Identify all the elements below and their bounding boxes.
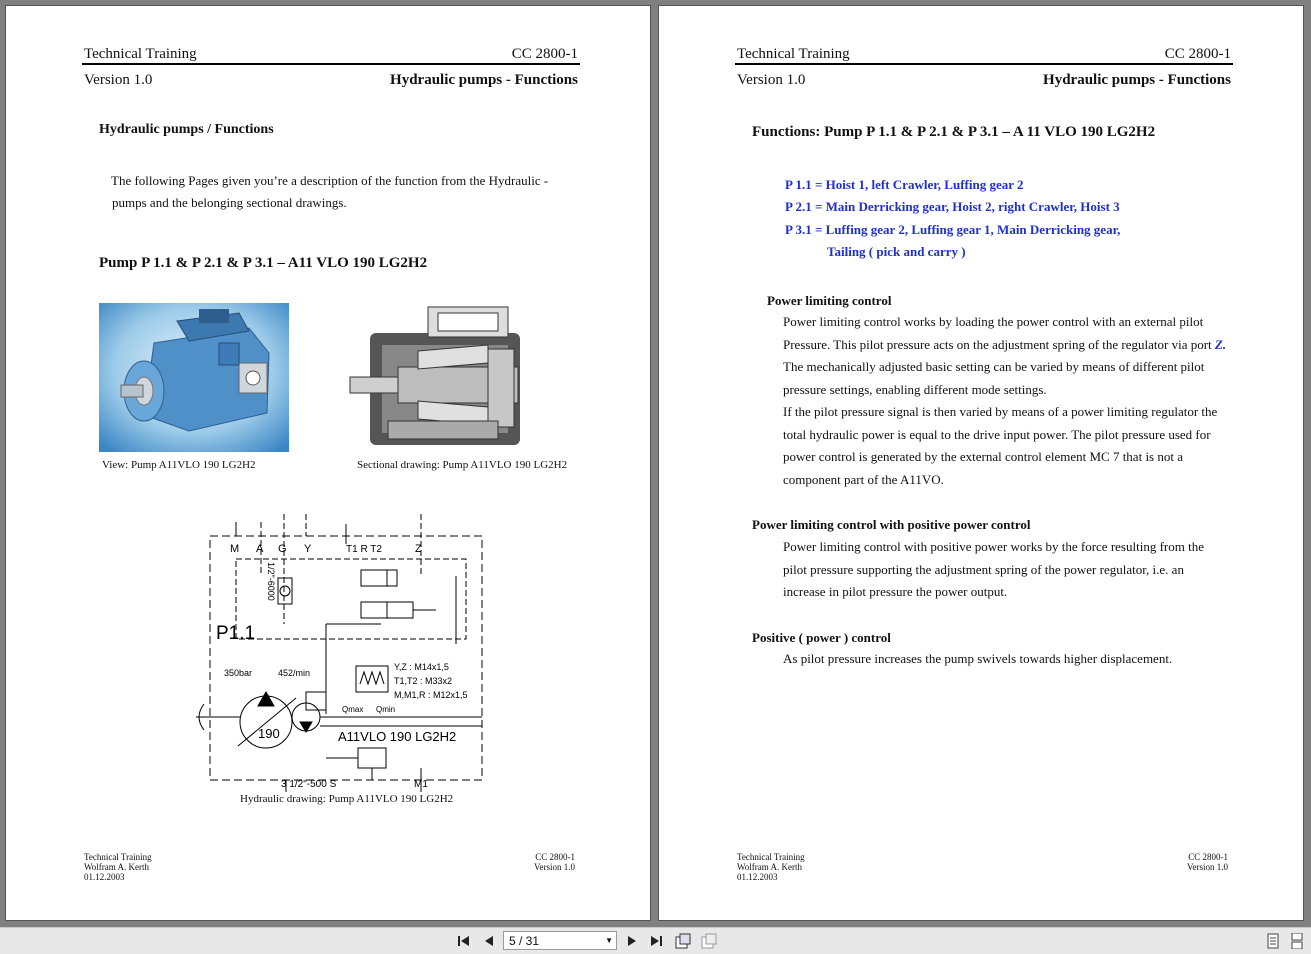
port-m1-label: M1: [414, 779, 428, 790]
pdf-page-left: [6, 6, 650, 920]
plc-paragraph: [783, 311, 1243, 491]
plc-line: If the pilot pressure signal is then varied by means of a power limiting regulator the: [783, 404, 1218, 419]
plc-line: The mechanically adjusted basic setting can be varied by means of different pilot: [783, 359, 1205, 374]
footer-doc: CC 2800-1: [1188, 852, 1228, 862]
intro-line-1: The following Pages given you’re a description of the function from the Hydraulic -: [111, 173, 549, 188]
hydraulic-diagram: [186, 514, 486, 792]
header-right: CC 2800-1: [1164, 46, 1231, 62]
next-page-icon[interactable]: [623, 932, 641, 950]
rotate-icon[interactable]: [674, 932, 692, 950]
plc-line: total hydraulic power is equal to the drive input power. The pilot pressure used for: [783, 426, 1211, 442]
footer-left: [737, 852, 805, 882]
port-y-label: Y: [304, 543, 312, 555]
footer-right: [534, 852, 575, 872]
qmin-label: Qmin: [376, 705, 396, 714]
first-page-icon[interactable]: [455, 932, 473, 950]
footer-left: [84, 852, 152, 882]
single-page-icon[interactable]: [1264, 932, 1282, 950]
p21-assignment: P 2.1 = Main Derricking gear, Hoist 2, right Crawler, Hoist 3: [785, 199, 1120, 214]
header-rule: [735, 63, 1233, 65]
port-t1r-label: T1 R T2: [346, 544, 382, 555]
ppc-line: increase in pilot pressure the power output.: [783, 584, 1008, 599]
header-right: CC 2800-1: [511, 46, 578, 62]
header-version: Version 1.0: [737, 72, 806, 88]
footer-training: Technical Training: [84, 852, 152, 862]
footer-version: Version 1.0: [534, 862, 575, 872]
positive-control-text: As pilot pressure increases the pump swivels towards higher displacement.: [783, 651, 1173, 666]
footer-date: 01.12.2003: [84, 872, 125, 882]
yz-spec: Y,Z : M14x1,5: [394, 662, 449, 672]
header-left: Technical Training: [737, 46, 850, 62]
header-section: Hydraulic pumps - Functions: [390, 72, 578, 88]
ppc-line: Power limiting control with positive power works by the force resulting from the: [783, 539, 1204, 554]
port-z-label: Z: [415, 543, 422, 555]
plc-line: component part of the A11VO.: [783, 471, 944, 487]
footer-author: Wolfram A. Kerth: [84, 862, 150, 872]
page-heading: Hydraulic pumps / Functions: [99, 122, 274, 137]
mm1r-spec: M,M1,R : M12x1,5: [394, 690, 468, 700]
ppc-line: pilot pressure supporting the adjustment spring of the power regulator, i.e. an: [783, 561, 1184, 577]
plc-line: Pressure. This pilot pressure acts on the adjustment spring of the regulator via port Z.: [783, 336, 1227, 352]
footer-author: Wolfram A. Kerth: [737, 862, 803, 872]
pipe-size-label: 1/2"-6000: [266, 562, 276, 601]
caption-photo: View: Pump A11VLO 190 LG2H2: [102, 459, 256, 471]
pump-photo: [99, 303, 289, 452]
plc-title: Power limiting control: [767, 293, 892, 308]
positive-control-title: Positive ( power ) control: [752, 630, 891, 645]
chevron-down-icon: ▼: [605, 936, 613, 945]
plc-line: pressure settings, enabling different mode settings.: [783, 381, 1047, 397]
pdf-page-right: [659, 6, 1303, 920]
port-z-ref: Z.: [1214, 336, 1227, 352]
plc-line: power control is generated by the external control element MC 7 that is not a: [783, 449, 1183, 464]
continuous-page-icon[interactable]: [1288, 932, 1306, 950]
header-section: Hydraulic pumps - Functions: [1043, 72, 1231, 88]
sectional-drawing: [348, 305, 534, 451]
p31-assignment: P 3.1 = Luffing gear 2, Luffing gear 1, Main Derricking gear,: [785, 222, 1121, 237]
footer-training: Technical Training: [737, 852, 805, 862]
footer-version: Version 1.0: [1187, 862, 1228, 872]
p11-label: P1.1: [216, 623, 256, 644]
ppc-title: Power limiting control with positive power control: [752, 517, 1031, 532]
p31-assignment-cont: Tailing ( pick and carry ): [827, 244, 966, 259]
port-a-label: A: [256, 543, 264, 555]
port-g-label: G: [278, 543, 287, 555]
caption-sectional: Sectional drawing: Pump A11VLO 190 LG2H2: [357, 459, 568, 471]
caption-hydraulic: Hydraulic drawing: Pump A11VLO 190 LG2H2: [240, 793, 454, 805]
prev-page-icon[interactable]: [480, 932, 498, 950]
pressure-label: 350bar: [224, 668, 253, 678]
pump-title: Pump P 1.1 & P 2.1 & P 3.1 – A11 VLO 190 LG2H2: [99, 255, 428, 271]
header-version: Version 1.0: [84, 72, 153, 88]
functions-title: Functions: Pump P 1.1 & P 2.1 & P 3.1 – A 11 VLO 190 LG2H2: [752, 124, 1156, 140]
size-label: 190: [258, 726, 280, 741]
header-left: Technical Training: [84, 46, 197, 62]
port-m-label: M: [230, 543, 240, 555]
fit-icon[interactable]: [700, 932, 718, 950]
navigation-toolbar: [0, 927, 1311, 954]
port-s-label: 3 1/2"-500 S: [281, 779, 337, 790]
p11-assignment: P 1.1 = Hoist 1, left Crawler, Luffing gear 2: [785, 177, 1024, 192]
footer-right: [1187, 852, 1228, 872]
footer-date: 01.12.2003: [737, 872, 778, 882]
plc-line: Power limiting control works by loading the power control with an external pilot: [783, 314, 1204, 329]
model-label: A11VLO 190 LG2H2: [338, 729, 457, 744]
ppc-paragraph: [783, 536, 1243, 604]
intro-line-2: pumps and the belonging sectional drawings.: [112, 195, 347, 210]
page-number-select[interactable]: [503, 931, 617, 950]
page-indicator: 5 / 31: [509, 934, 540, 948]
last-page-icon[interactable]: [647, 932, 665, 950]
t1t2-spec: T1,T2 : M33x2: [394, 676, 453, 686]
qmax-label: Qmax: [342, 705, 364, 714]
flow-label: 452/min: [278, 668, 311, 678]
header-rule: [82, 63, 580, 65]
footer-doc: CC 2800-1: [535, 852, 575, 862]
